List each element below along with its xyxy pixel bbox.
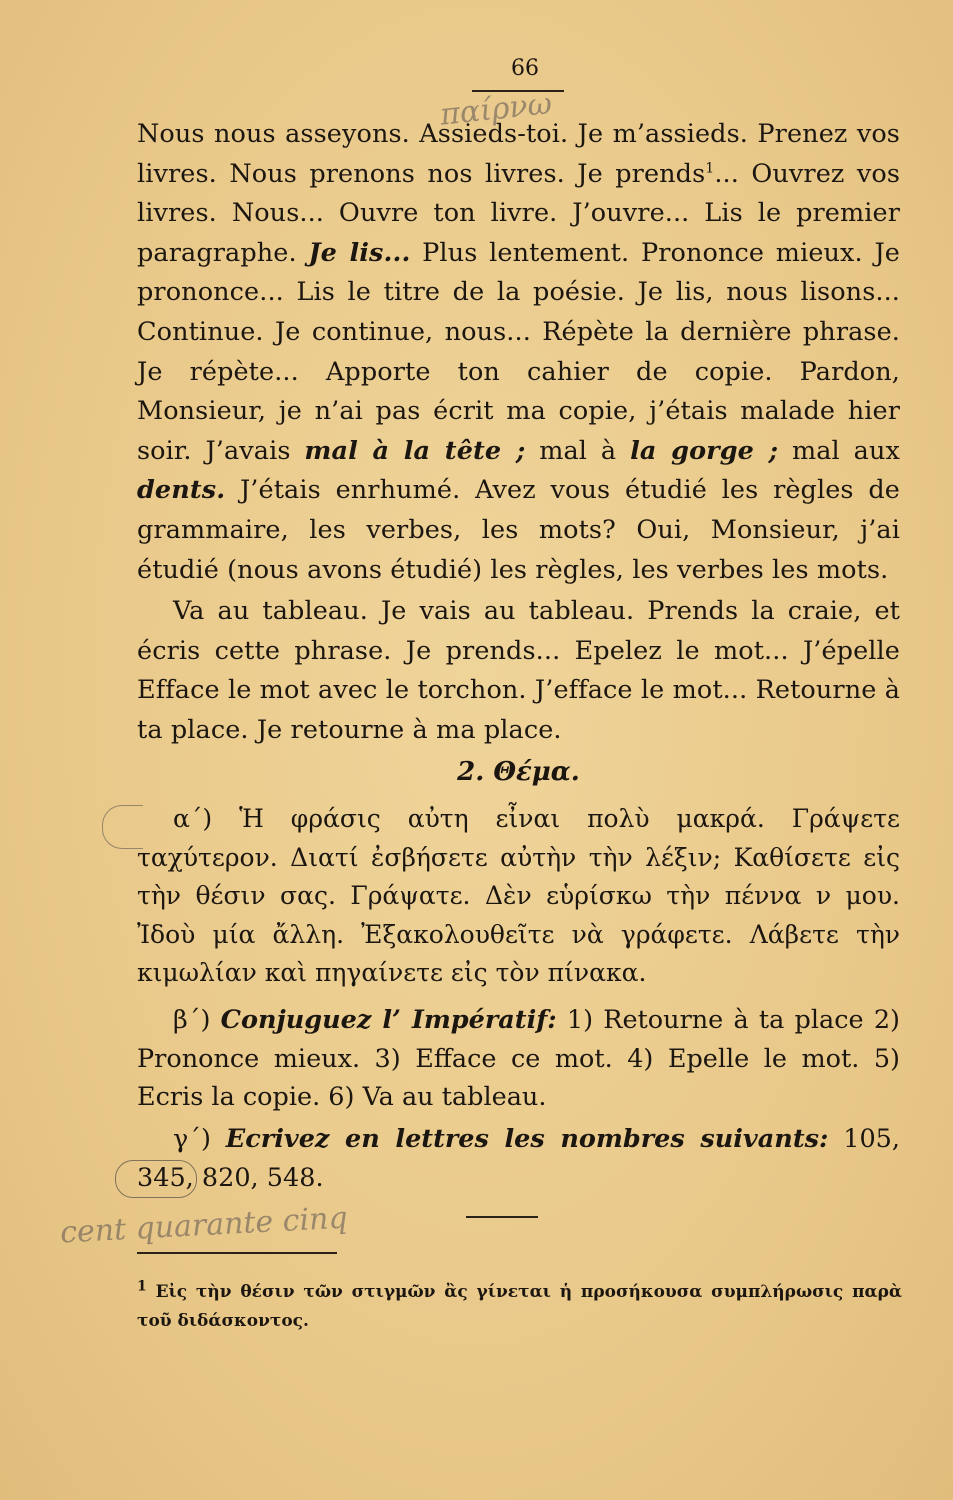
exercise-b-items: 1) Retourne à ta place 2) Prononce mieux. 3) Efface ce mot. 4) Epelle le mot. 5) Ecris la copie. 6) Va au tableau. [137,1005,900,1112]
footnote [137,1278,902,1336]
dialogue-text-3: Plus lentement. Prononce mieux. Je prononce... Lis le titre de la poésie. Je lis, nous lisons... Continue. Je continue, nous... Répète la dernière phrase. Je répète... Apporte ton cahier de copie. Pardon, Monsieur, je n’ai pas écrit ma copie, j’étais malade hier soir. J’avais [137,237,900,466]
dents-italic: dents. [137,475,226,506]
pencil-annotation-margin: cent quarante cinq [59,1200,349,1251]
footnote-reference: 1 [705,160,715,177]
page-number-underline [472,90,564,92]
dialogue-text-1: Nous nous asseyons. Assieds-toi. Je m’assieds. Prenez vos livres. Nous prenons nos livres. Je prends [137,119,900,189]
exercise-c-numbers: 105, 345, 820, 548. [137,1124,900,1193]
pencil-circle-mark [115,1160,197,1198]
exercise-a [137,800,900,993]
exercise-c-instruction: Ecrivez en lettres les nombres suivants: [225,1124,829,1154]
exercise-a-label: α΄) [173,804,213,833]
la-gorge-italic: la gorge ; [630,435,779,466]
page-number: 66 [511,56,539,81]
dialogue-text-2: ... Ouvrez vos livres. Nous... Ouvre ton livre. J’ouvre... Lis le premier paragraphe. [137,158,901,268]
footnote-marker: 1 [137,1278,147,1295]
dialogue-text-6: J’étais enrhumé. Avez vous étudié les règles de grammaire, les verbes, les mots? Oui, Monsieur, j’ai étudié (nous avons étudié) les règles, les verbes les mots. [137,475,900,585]
je-lis-italic: Je lis... [308,237,411,268]
exercise-c [137,1120,900,1197]
dialogue-text-4: mal à [525,435,631,466]
exercise-c-label: γ΄) [173,1124,211,1154]
exercise-b-label: β΄) [173,1005,211,1035]
exercise-heading: 2. Θέμα. [457,757,580,787]
section-divider-rule [466,1216,538,1218]
footnote-text: Εἰς τὴν θέσιν τῶν στιγμῶν ἂς γίνεται ἡ προσήκουσα συμπλήρωσις παρὰ τοῦ διδάσκοντος. [137,1282,902,1331]
mal-a-la-tete-italic: mal à la tête ; [304,435,526,466]
dialogue-paragraph-2 [137,592,900,750]
exercise-b [137,1001,900,1117]
exercise-b-instruction: Conjuguez l’ Impératif: [220,1005,557,1035]
exercise-a-text: Ἡ φράσις αὐτη εἶναι πολὺ μακρά. Γράψετε ταχύτερον. Διατί ἐσβήσετε αὐτὴν τὴν λέξιν; Καθίσετε εἰς τὴν θέσιν σας. Γράψατε. Δὲν εὑρίσκω τὴν πέννα ν μου. Ἰδοὺ μία ἄλλη. Ἐξακολουθεῖτε νὰ γράφετε. Λάβετε τὴν κιμωλίαν καὶ πηγαίνετε εἰς τὸν πίνακα. [137,804,900,987]
footnote-separator-rule [137,1252,337,1254]
dialogue-paragraph-2-text: Va au tableau. Je vais au tableau. Prends la craie, et écris cette phrase. Je prends... Epelez le mot... J’épelle Efface le mot avec le torchon. J’efface le mot... Retourne à ta place. Je retourne à ma place. [137,596,900,745]
dialogue-paragraph-1 [137,115,900,590]
dialogue-text-5: mal aux [778,435,900,466]
pencil-annotation-top: παίρνω [438,86,554,133]
